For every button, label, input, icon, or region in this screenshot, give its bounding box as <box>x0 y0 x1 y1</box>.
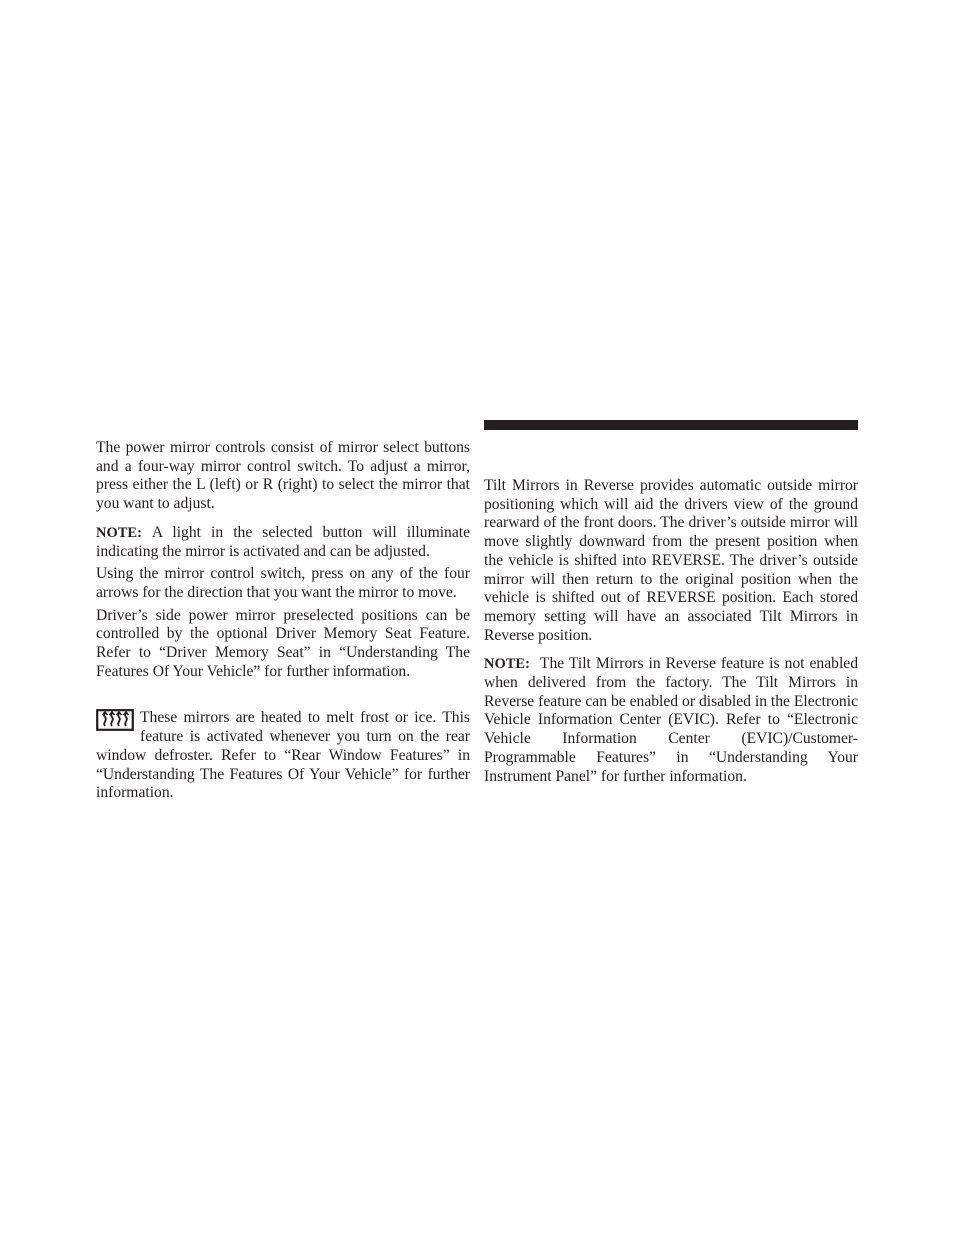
note-text: The Tilt Mirrors in Reverse feature is not enabled when delivered from the factory. The Tilt Mirrors in Reverse feature can be enabled or disabled in the Electronic Vehicle Information Center (EVIC). Refer to “Electronic Vehicle Information Center (EVIC)/Customer-Programmable Features” in “Understanding Your Instrument Panel” for further information. <box>484 655 858 785</box>
rear-defroster-icon <box>96 709 134 731</box>
selected-button-note <box>96 524 470 561</box>
tilt-mirrors-note <box>484 655 858 786</box>
memory-seat-paragraph: Driver’s side power mirror preselected positions can be controlled by the optional Driver Memory Seat Feature. Refer to “Driver Memory Seat” in “Understanding The Features Of Your Vehicle” for further information. <box>96 606 470 680</box>
tilt-mirrors-paragraph: Tilt Mirrors in Reverse provides automatic outside mirror positioning which will aid the drivers view of the ground rearward of the front doors. The driver’s outside mirror will move slightly downward from the present position when the vehicle is shifted into REVERSE. The driver’s outside mirror will then return to the original position when the vehicle is shifted out of REVERSE position. Each stored memory setting will have an associated Tilt Mirrors in Reverse position. <box>484 477 858 644</box>
control-switch-paragraph: Using the mirror control switch, press on any of the four arrows for the direction that you want the mirror to move. <box>96 565 470 601</box>
note-label: NOTE: <box>96 524 142 541</box>
note-text: A light in the selected button will illuminate indicating the mirror is activated and can be adjusted. <box>96 523 470 560</box>
power-mirror-intro: The power mirror controls consist of mirror select buttons and a four-way mirror control switch. To adjust a mirror, press either the L (left) or R (right) to select the mirror that you want to adjust. <box>96 439 470 513</box>
note-label: NOTE: <box>484 656 530 673</box>
right-column <box>484 477 858 786</box>
left-column <box>96 439 470 803</box>
heated-mirrors-paragraph <box>96 709 470 803</box>
section-divider-bar <box>484 420 858 430</box>
heated-mirrors-text: These mirrors are heated to melt frost or ice. This feature is activated whenever you turn on the rear window defroster. Refer to “Rear Window Features” in “Understanding The Features Of Your Vehicle” for further information. <box>96 709 470 802</box>
